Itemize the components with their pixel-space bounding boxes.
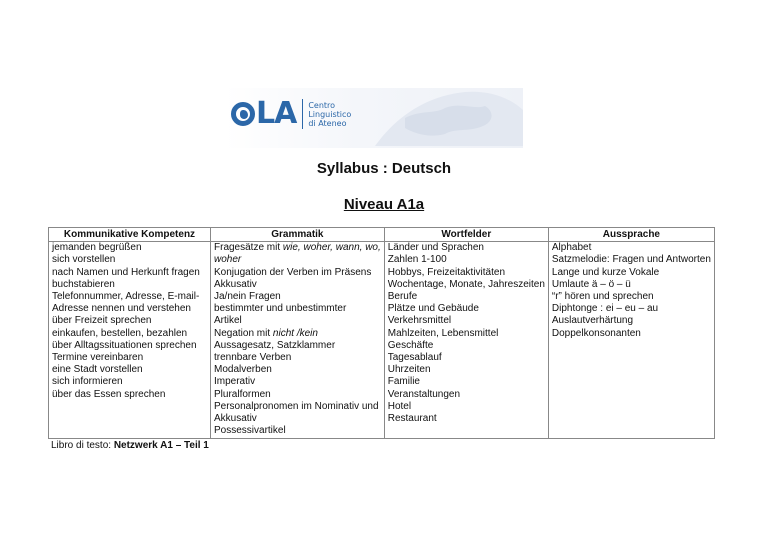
- list-item: Termine vereinbaren: [52, 352, 144, 364]
- list-item: Akkusativ: [214, 278, 257, 290]
- list-item: Modalverben: [214, 364, 272, 376]
- list-item: sich informieren: [52, 376, 123, 388]
- textbook-label: Libro di testo:: [51, 440, 114, 451]
- globe-icon: [231, 102, 255, 126]
- cla-logo: [231, 96, 352, 131]
- logo-line: di Ateneo: [308, 118, 347, 128]
- list-item: Ja/nein Fragen: [214, 291, 281, 303]
- list-item: Verkehrsmittel: [387, 315, 452, 327]
- list-item: Uhrzeiten: [387, 364, 431, 376]
- list-item: Konjugation der Verben im Präsens: [214, 266, 372, 278]
- list-item: Veranstaltungen: [387, 388, 461, 400]
- wortfelder-cell: [384, 242, 548, 439]
- logo-line: Linguistico: [308, 109, 352, 119]
- kommunikative-kompetenz-cell: [49, 242, 211, 439]
- list-item: Doppelkonsonanten: [551, 327, 641, 339]
- list-item: Hobbys, Freizeitaktivitäten: [387, 266, 506, 278]
- europe-map-graphic: [365, 88, 523, 148]
- list-item: Plätze und Gebäude: [387, 303, 479, 315]
- list-item: Personalpronomen im Nominativ und: [214, 400, 379, 412]
- list-item: eine Stadt vorstellen: [52, 364, 143, 376]
- text: Fragesätze mit: [214, 242, 283, 254]
- list-item: Umlaute ä – ö – ü: [551, 278, 631, 290]
- logo-mark: [231, 96, 297, 131]
- list-item: Akkusativ: [214, 413, 257, 425]
- italic-text: wie, woher, wann, wo,: [282, 242, 381, 254]
- list-item: nach Namen und Herkunft fragen: [52, 266, 200, 278]
- list-item: Telefonnummer, Adresse, E-mail-: [52, 291, 200, 303]
- table-header-row: [49, 228, 715, 242]
- list-item: Adresse nennen und verstehen: [52, 303, 191, 315]
- logo-divider: [302, 99, 303, 129]
- grammatik-cell: [211, 242, 385, 439]
- syllabus-table: [48, 227, 715, 439]
- list-item: Artikel: [214, 315, 242, 327]
- textbook-note: [51, 440, 209, 451]
- list-item: [214, 328, 381, 340]
- list-item: über das Essen sprechen: [52, 388, 166, 400]
- logo-line: Centro: [308, 100, 336, 110]
- aussprache-cell: [548, 242, 714, 439]
- list-item: Auslautverhärtung: [551, 315, 634, 327]
- column-header: Kommunikative Kompetenz: [49, 228, 211, 242]
- list-item: buchstabieren: [52, 278, 115, 290]
- list-item: Diphtonge : ei – eu – au: [551, 303, 659, 315]
- list-item: Possessivartikel: [214, 425, 286, 437]
- list-item: Zahlen 1-100: [387, 254, 447, 266]
- column-header: Aussprache: [548, 228, 714, 242]
- list-item: jemanden begrüßen: [52, 242, 142, 254]
- document-title: Syllabus : Deutsch: [316, 160, 452, 177]
- list-item: “r” hören und sprechen: [551, 291, 654, 303]
- table-row: [49, 242, 715, 439]
- list-item: Alphabet: [551, 242, 592, 254]
- list-item: Satzmelodie: Fragen und Antworten: [551, 254, 711, 266]
- italic-text: woher: [214, 254, 242, 266]
- text: Negation mit: [214, 327, 273, 339]
- list-item: über Alltagssituationen sprechen: [52, 339, 197, 351]
- list-item: Imperativ: [214, 376, 256, 388]
- level-subtitle: Niveau A1a: [343, 196, 425, 213]
- column-header: Wortfelder: [384, 228, 548, 242]
- list-item: Mahlzeiten, Lebensmittel: [387, 327, 499, 339]
- list-item: Pluralformen: [214, 388, 271, 400]
- list-item: [214, 242, 381, 254]
- list-item: über Freizeit sprechen: [52, 315, 152, 327]
- list-item: trennbare Verben: [214, 352, 292, 364]
- list-item: Aussagesatz, Satzklammer: [214, 339, 336, 351]
- list-item: Geschäfte: [387, 339, 434, 351]
- logo-letters: LA: [256, 96, 297, 131]
- list-item: sich vorstellen: [52, 254, 116, 266]
- list-item: Tagesablauf: [387, 352, 442, 364]
- textbook-title: Netzwerk A1 – Teil 1: [113, 440, 209, 451]
- list-item: Familie: [387, 376, 420, 388]
- list-item: einkaufen, bestellen, bezahlen: [52, 327, 188, 339]
- list-item: Hotel: [387, 400, 412, 412]
- list-item: Wochentage, Monate, Jahreszeiten: [387, 278, 545, 290]
- cla-banner: [225, 88, 523, 148]
- logo-text: [308, 101, 351, 128]
- italic-text: nicht /kein: [272, 327, 318, 339]
- list-item: Berufe: [387, 291, 418, 303]
- list-item: bestimmter und unbestimmter: [214, 303, 347, 315]
- list-item: Restaurant: [387, 413, 437, 425]
- column-header: Grammatik: [211, 228, 385, 242]
- list-item: Länder und Sprachen: [387, 242, 484, 254]
- list-item: Lange und kurze Vokale: [551, 266, 660, 278]
- list-item: [214, 254, 381, 266]
